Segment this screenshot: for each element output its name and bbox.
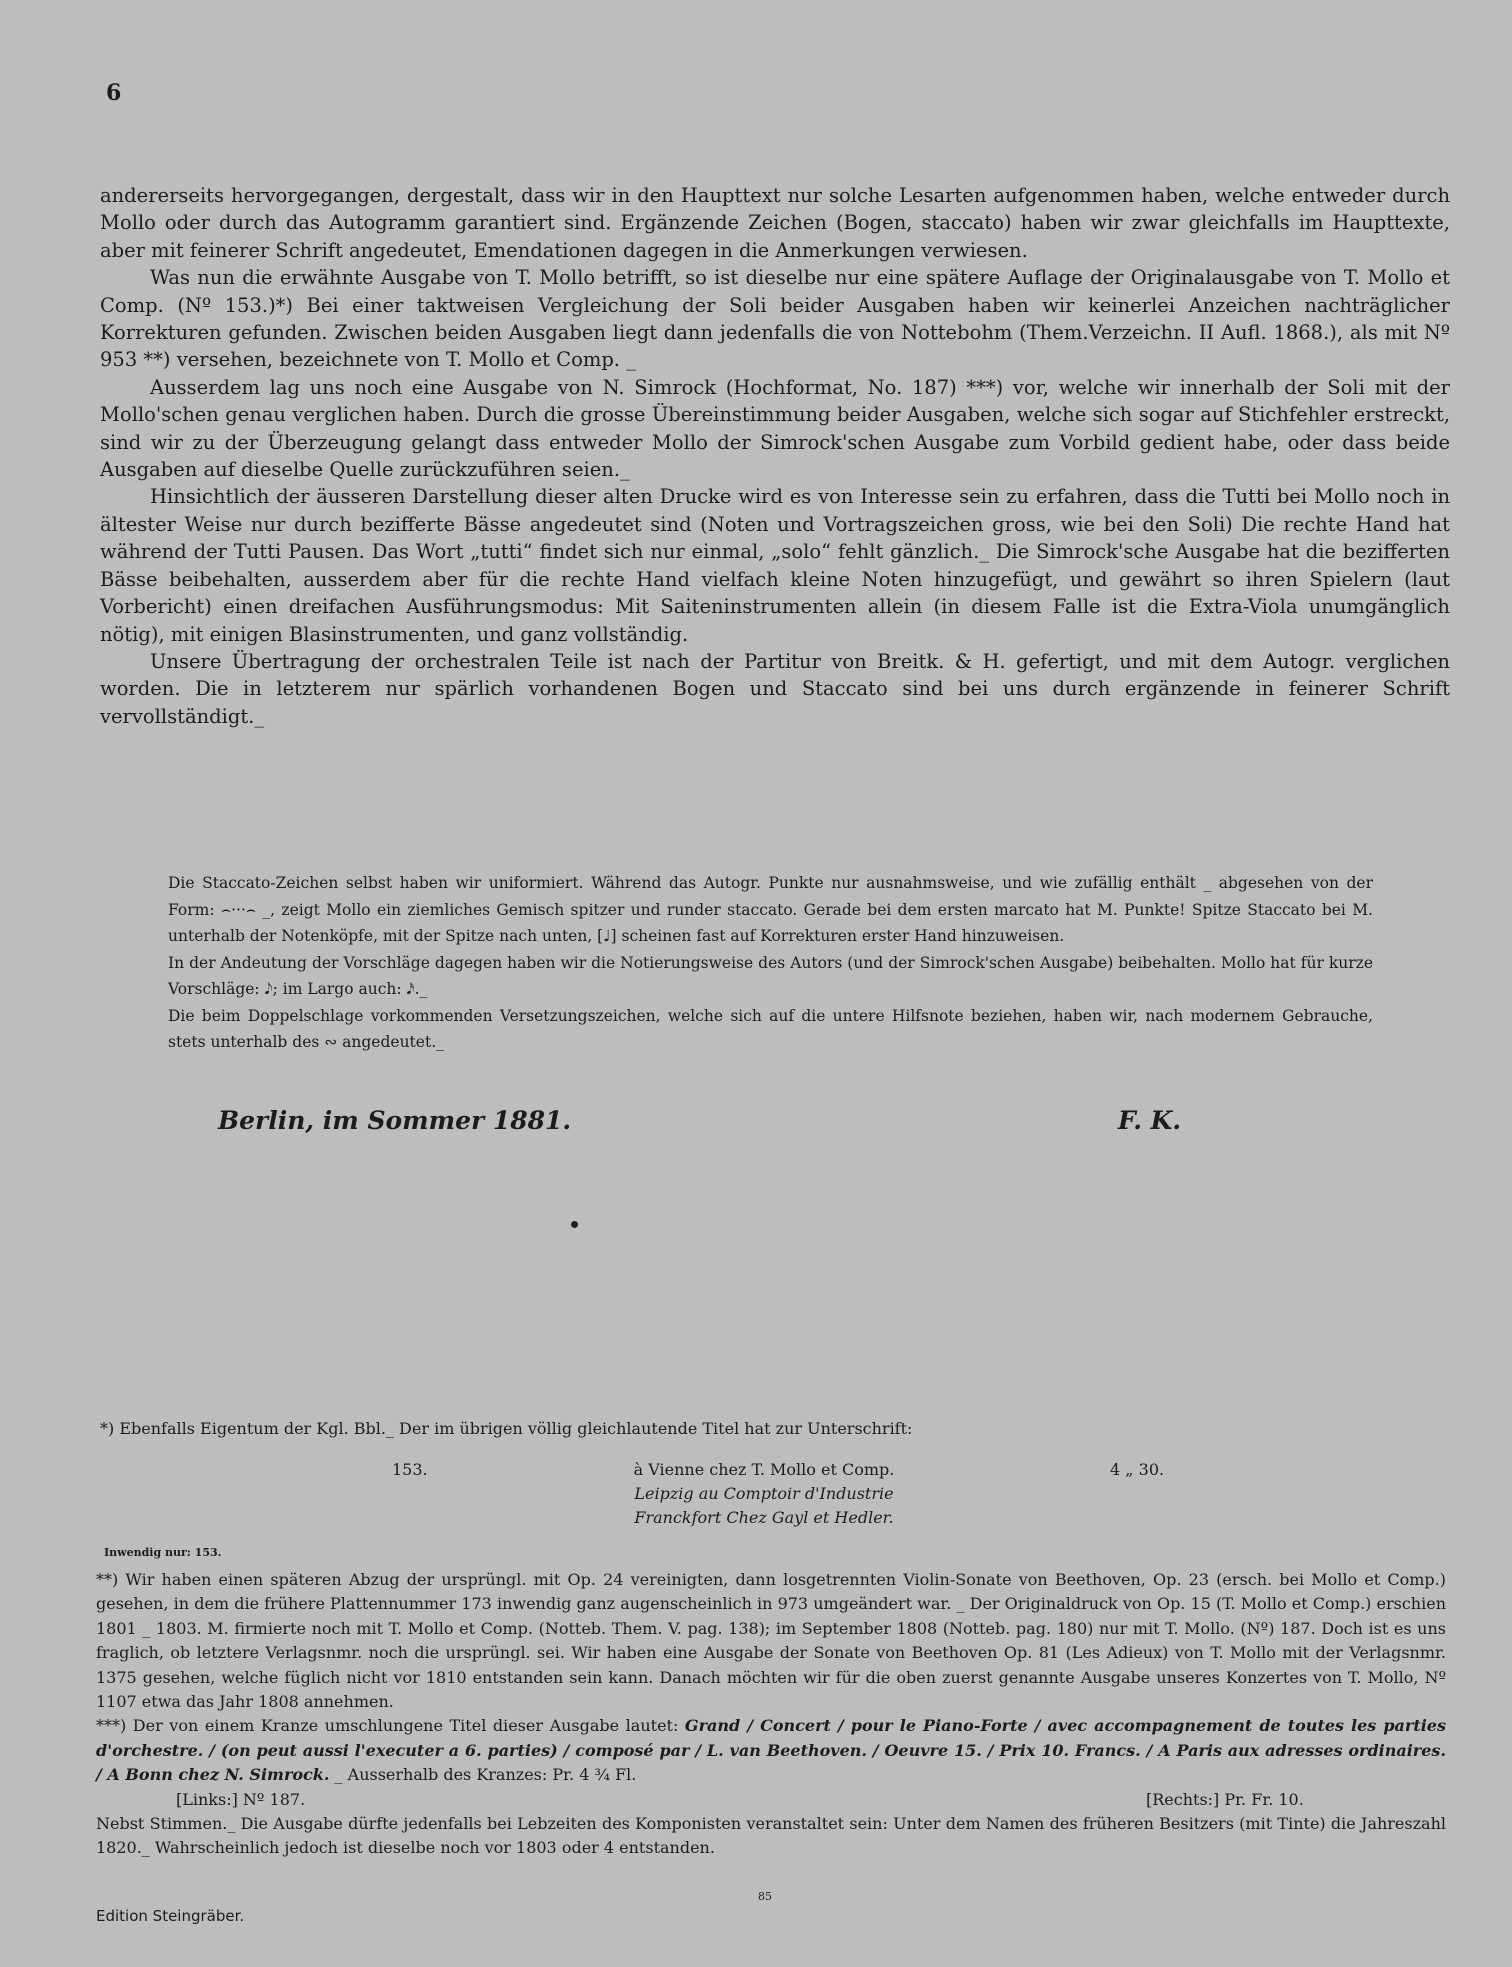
note-paragraph: In der Andeutung der Vorschläge dagegen haben wir die Notierungsweise des Autors (und der Simrock'schen Ausgabe) beibehalten. Mollo hat für kurze Vorschläge: 𝅘𝅥𝅮; im Largo auch: 𝅘𝅥𝅯._ [168,953,1373,998]
footnote-3-price: Pr. 4 ¾ Fl. [552,1765,637,1785]
footnote-3-after: Nebst Stimmen._ Die Ausgabe dürfte jedenfalls bei Lebzeiten des Komponisten veranstaltet sein: Unter dem Namen des früheren Besitzers (mit Tinte) die Jahreszahl 1820._ Wahrscheinlich jedoch ist dieselbe noch vor 1803 oder 4 entstanden. [96,1813,1446,1858]
footnote-2: **) Wir haben einen späteren Abzug der ursprüngl. mit Op. 24 vereinigten, dann losgetrennten Violin-Sonate von Beethoven, Op. 23 (ersch. bei Mollo et Comp.) gesehen, in dem die frühere Plattennummer 173 inwendig ganz augenscheinlich in 973 umgeändert war. _ Der Originaldruck von Op. 15 (T. Mollo et Comp.) erschien 1801 _ 1803. M. firmierte noch mit T. Mollo et Comp. (Notteb. Them. V. pag. 138); im September 1808 (Notteb. pag. 180) nur mit T. Mollo. (Nº) 187. Doch ist es uns fraglich, ob letztere Verlagsnmr. noch die ursprüngl. sei. Wir haben eine Ausgabe der Sonate von Beethoven Op. 81 (Les Adieux) von T. Mollo mit der Verlagsnmr. 1375 gesehen, welche füglich nicht vor 1810 entstanden sein kann. Danach möchten wir für die oben zuerst genannte Ausgabe unseres Konzertes von T. Mollo, Nº 1107 etwa das Jahr 1808 annehmen. [96,1570,1446,1712]
small-print-notes [168,870,1373,1056]
initials: F. K. [1118,1106,1182,1135]
links-label: [Links:] Nº 187. [176,1789,306,1809]
place-date: Berlin, im Sommer 1881. [218,1106,572,1135]
note-paragraph: Die Staccato-Zeichen selbst haben wir uniformiert. Während das Autogr. Punkte nur ausnahmsweise, und wie zufällig enthält _ abgesehen von der Form: ⌢···⌢ _, zeigt Mollo ein ziemliches Gemisch spitzer und runder staccato. Gerade bei dem ersten marcato hat M. Punkte! Spitze Staccato bei M. unterhalb der Notenköpfe, mit der Spitze nach unten, [♩] scheinen fast auf Korrekturen erster Hand hinzuweisen. [168,874,1373,945]
main-text [100,182,1450,730]
footnotes-2-3 [96,1568,1446,1860]
paragraph: Ausserdem lag uns noch eine Ausgabe von N. Simrock (Hochformat, No. 187) ***) vor, welche wir innerhalb der Soli mit der Mollo'schen genau verglichen haben. Durch die grosse Übereinstimmung beider Ausgaben, welche sich sogar auf Stichfehler erstreckt, sind wir zu der Überzeugung gelangt dass entweder Mollo der Simrock'schen Ausgabe zum Vorbild gedient habe, oder dass beide Ausgaben auf dieselbe Quelle zurückzuführen seien._ [100,375,1450,482]
imprint-line: à Vienne chez T. Mollo et Comp. [633,1460,895,1479]
paragraph: Was nun die erwähnte Ausgabe von T. Mollo betrifft, so ist dieselbe nur eine spätere Auflage der Originalausgabe von T. Mollo et Comp. (Nº 153.)*) Bei einer taktweisen Vergleichung der Soli beider Ausgaben haben wir keinerlei Anzeichen nachträglicher Korrekturen gefunden. Zwischen beiden Ausgaben liegt dann jedenfalls die von Nottebohm (Them.Verzeichn. II Aufl. 1868.), als mit Nº 953 **) versehen, bezeichnete von T. Mollo et Comp. _ [100,266,1450,372]
footnote-3-title: Grand / Concert / pour le Piano-Forte / avec accompagnement de toutes les parties d'orchestre. / (on peut aussi l'executer a 6. parties) / composé par / L. van Beethoven. / Oeuvre 15. / Prix 10. Francs. / A Paris aux adresses ordinaires. / A Bonn chez N. Simrock. [96,1716,1446,1785]
imprint-price: 4 „ 30. [1110,1460,1165,1479]
rechts-label: [Rechts:] Pr. Fr. 10. [1146,1789,1304,1809]
plate-footer: 85 [758,1890,772,1903]
footnote-1: *) Ebenfalls Eigentum der Kgl. Bbl._ Der im übrigen völlig gleichlautende Titel hat zur Unterschrift: [100,1419,913,1438]
paragraph: Unsere Übertragung der orchestralen Teile ist nach der Partitur von Breitk. & H. gefertigt, und mit dem Autogr. verglichen worden. Die in letzterem nur spärlich vorhandenen Bogen und Staccato sind bei uns durch ergänzende in feinerer Schrift vervollständigt._ [100,649,1450,728]
note-paragraph: Die beim Doppelschlage vorkommenden Versetzungszeichen, welche sich auf die untere Hilfsnote beziehen, haben wir, nach modernem Gebrauche, stets unterhalb des ∾ angedeutet._ [168,1006,1373,1051]
footnote-3-tail: _ Ausserhalb des Kranzes: [334,1765,548,1785]
plate-number: 153. [392,1460,428,1479]
paragraph: Hinsichtlich der äusseren Darstellung dieser alten Drucke wird es von Interesse sein zu erfahren, dass die Tutti bei Mollo noch in ältester Weise nur durch bezifferte Bässe angedeutet sind (Noten und Vortragszeichen gross, wie bei den Soli) Die rechte Hand hat während der Tutti Pausen. Das Wort „tutti“ findet sich nur einmal, „solo“ fehlt gänzlich._ Die Simrock'sche Ausgabe hat die bezifferten Bässe beibehalten, ausserdem aber für die rechte Hand vielfach kleine Noten hinzugefügt, und gewährt so ihren Spielern (laut Vorbericht) einen dreifachen Ausführungsmodus: Mit Saiteninstrumenten allein (in diesem Falle ist die Extra-Viola unumgänglich nötig), mit einigen Blasinstrumenten, und ganz vollständig. [100,485,1450,646]
imprint-line: Leipzig au Comptoir d'Industrie [634,1484,894,1503]
imprint-lines [554,1458,974,1530]
page-number: 6 [106,80,122,106]
ink-dot [571,1221,578,1228]
imprint-line: Franckfort Chez Gayl et Hedler. [634,1508,894,1527]
links-rechts-row [96,1788,1446,1812]
paragraph: andererseits hervorgegangen, dergestalt, dass wir in den Haupttext nur solche Lesarten aufgenommen haben, welche entweder durch Mollo oder durch das Autogramm garantiert sind. Ergänzende Zeichen (Bogen, staccato) haben wir zwar gleichfalls im Haupttexte, aber mit feinerer Schrift angedeutet, Emendationen dagegen in die Anmerkungen verwiesen. [100,184,1450,262]
footnote-3 [96,1714,1446,1787]
inwendig-note: Inwendig nur: 153. [104,1546,222,1559]
edition-label: Edition Steingräber. [96,1907,245,1925]
footnote-3-lead: ***) Der von einem Kranze umschlungene Titel dieser Ausgabe lautet: [96,1716,679,1736]
